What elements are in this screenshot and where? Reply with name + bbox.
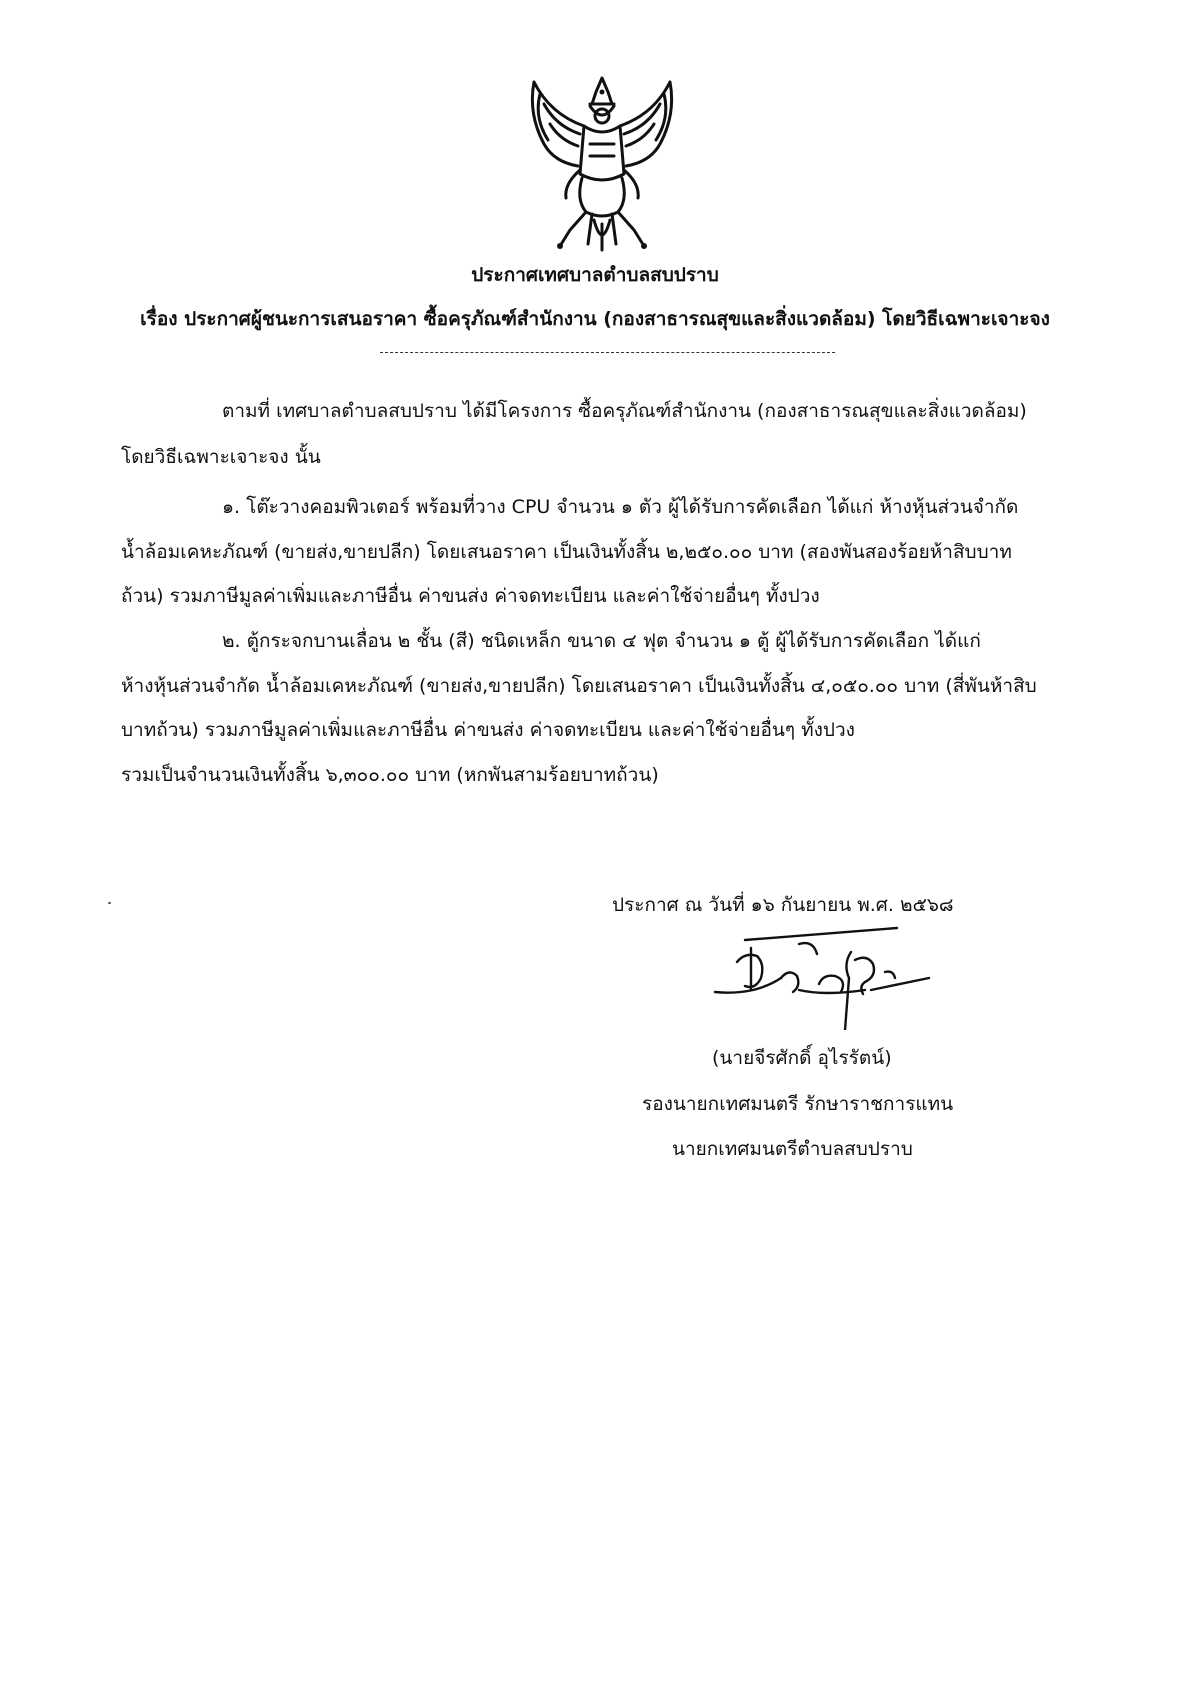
intro-line: โดยวิธีเฉพาะเจาะจง นั้น <box>121 446 321 468</box>
intro-line: ตามที่ เทศบาลตำบลสบปราบ ได้มีโครงการ ซื้อครุภัณฑ์สำนักงาน (กองสาธารณสุขและสิ่งแวดล้อม) <box>222 400 1027 422</box>
announcement-subject: เรื่อง ประกาศผู้ชนะการเสนอราคา ซื้อครุภัณฑ์สำนักงาน (กองสาธารณสุขและสิ่งแวดล้อม) โดยวิธีเฉพาะเจาะจง <box>140 308 1050 330</box>
announcement-date: ประกาศ ณ วันที่ ๑๖ กันยายน พ.ศ. ๒๕๖๘ <box>612 894 954 916</box>
garuda-emblem <box>520 74 685 254</box>
separator-line <box>380 352 835 353</box>
agency-title: ประกาศเทศบาลตำบลสบปราบ <box>471 264 719 286</box>
item-1-line: ถ้วน) รวมภาษีมูลค่าเพิ่มและภาษีอื่น ค่าขนส่ง ค่าจดทะเบียน และค่าใช้จ่ายอื่นๆ ทั้งปวง <box>121 585 820 607</box>
item-2-line: ๒. ตู้กระจกบานเลื่อน ๒ ชั้น (สี) ชนิดเหล็ก ขนาด ๔ ฟุต จำนวน ๑ ตู้ ผู้ได้รับการคัดเลือก ได้แก่ <box>222 630 981 652</box>
item-1-line: น้ำล้อมเคหะภัณฑ์ (ขายส่ง,ขายปลีก) โดยเสนอราคา เป็นเงินทั้งสิ้น ๒,๒๕๐.๐๐ บาท (สองพันสองร้อยห้าสิบบาท <box>121 541 1012 563</box>
signer-position-2: นายกเทศมนตรีตำบลสบปราบ <box>672 1138 913 1160</box>
signer-position: รองนายกเทศมนตรี รักษาราชการแทน <box>642 1093 954 1115</box>
handwritten-signature <box>695 920 935 1030</box>
item-1-line: ๑. โต๊ะวางคอมพิวเตอร์ พร้อมที่วาง CPU จำนวน ๑ ตัว ผู้ได้รับการคัดเลือก ได้แก่ ห้างหุ้นส่วนจำกัด <box>222 496 1019 518</box>
total-amount: รวมเป็นจำนวนเงินทั้งสิ้น ๖,๓๐๐.๐๐ บาท (หกพันสามร้อยบาทถ้วน) <box>121 764 659 786</box>
item-2-line: ห้างหุ้นส่วนจำกัด น้ำล้อมเคหะภัณฑ์ (ขายส่ง,ขายปลีก) โดยเสนอราคา เป็นเงินทั้งสิ้น ๔,๐๕๐.๐๐ บาท (สี่พันห้าสิบ <box>121 675 1037 697</box>
signer-name: (นายจีรศักดิ์ อุไรรัตน์) <box>712 1047 892 1069</box>
item-2-line: บาทถ้วน) รวมภาษีมูลค่าเพิ่มและภาษีอื่น ค่าขนส่ง ค่าจดทะเบียน และค่าใช้จ่ายอื่นๆ ทั้งปวง <box>121 719 855 741</box>
scan-speck <box>108 902 111 904</box>
